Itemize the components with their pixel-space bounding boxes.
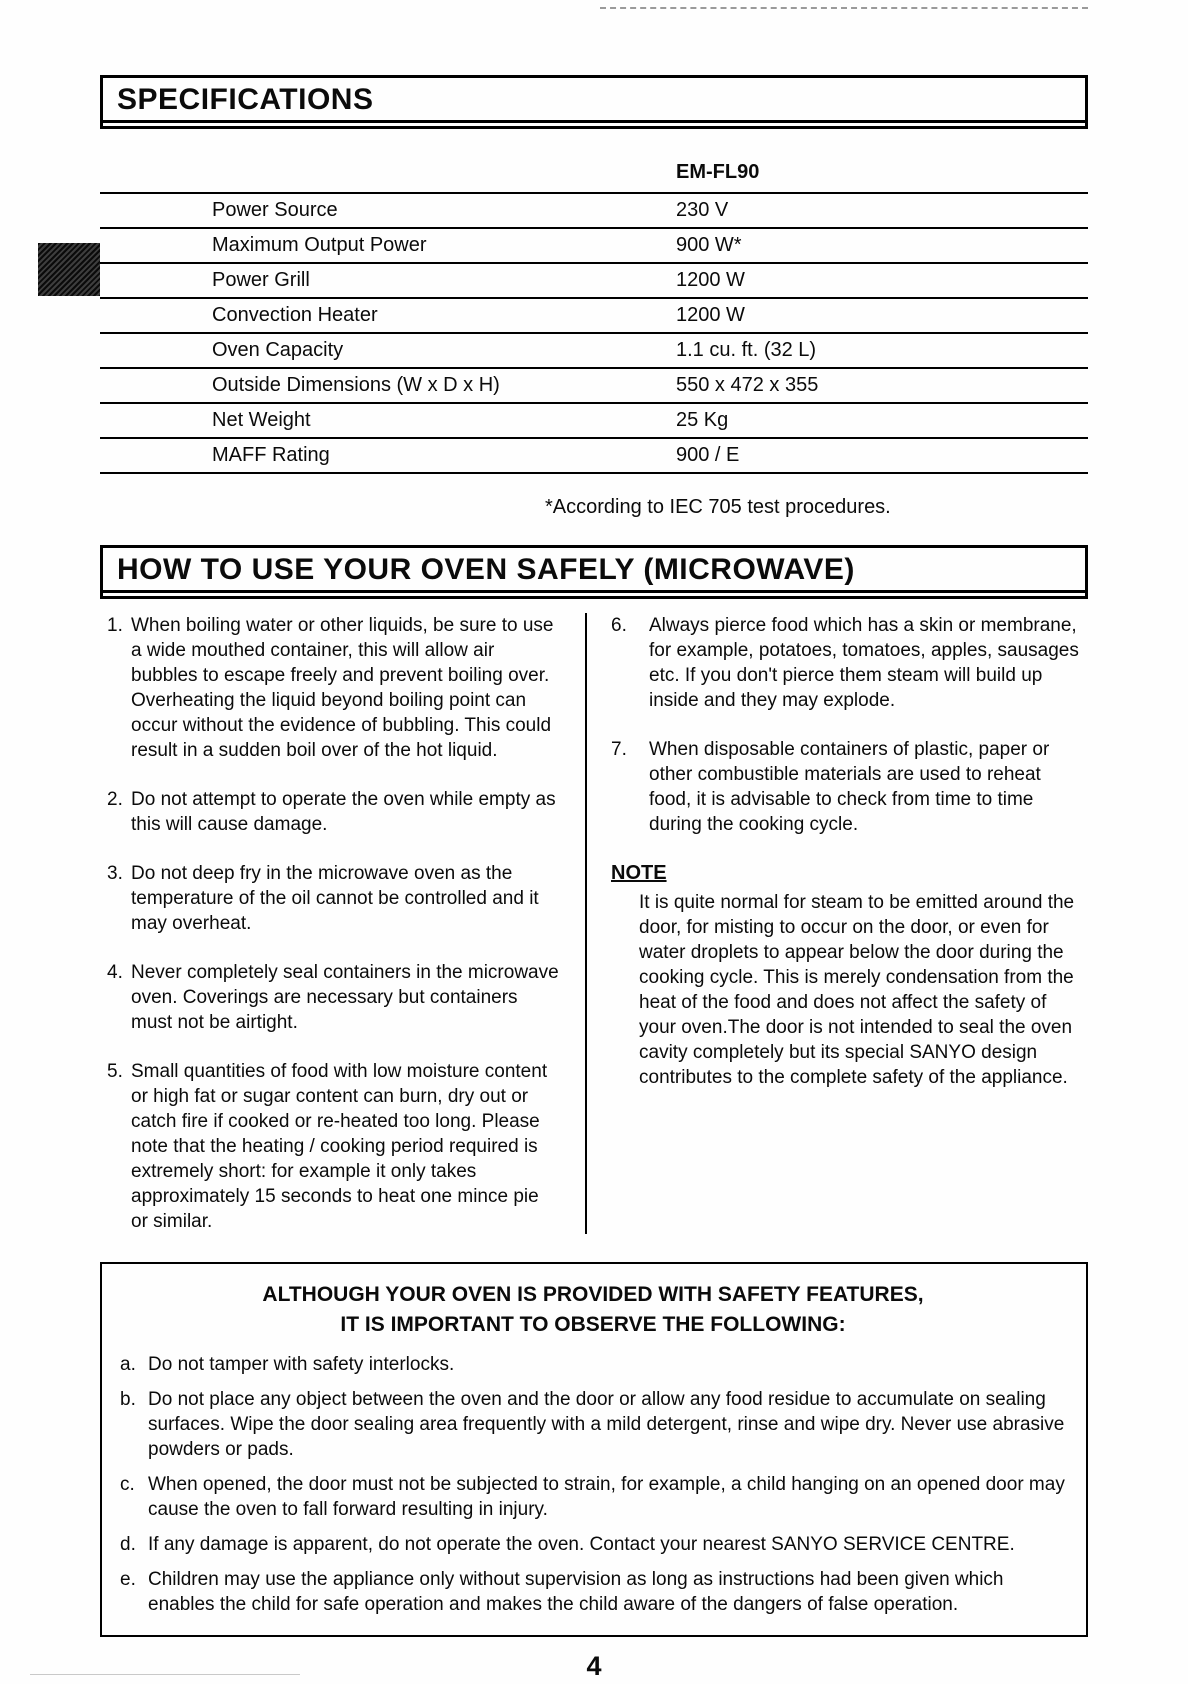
- item-number: 7.: [611, 739, 627, 760]
- spec-label: MAFF Rating: [212, 444, 330, 466]
- item-text: Always pierce food which has a skin or membrane, for example, potatoes, tomatoes, apples, sausages etc. If you don't pierce them steam will build up inside and they may explode.: [649, 615, 1079, 711]
- spec-label: Power Source: [212, 199, 338, 221]
- model-number: EM-FL90: [676, 161, 760, 183]
- safety-item: [107, 613, 560, 763]
- warning-item: [120, 1472, 1066, 1522]
- spec-row: [100, 437, 1088, 472]
- spec-row: [100, 367, 1088, 402]
- spec-label: Convection Heater: [212, 304, 378, 326]
- spec-value: 1.1 cu. ft. (32 L): [676, 339, 817, 361]
- item-text: Do not deep fry in the microwave oven as the temperature of the oil cannot be controlled and it may overheat.: [131, 863, 539, 934]
- warning-item: [120, 1387, 1066, 1462]
- page-content: [100, 0, 1088, 1682]
- item-number: 6.: [611, 615, 627, 636]
- spec-label: Outside Dimensions (W x D x H): [212, 374, 500, 396]
- safety-columns: [100, 613, 1088, 1234]
- spec-value: 900 / E: [676, 444, 740, 466]
- item-text: Children may use the appliance only without supervision as long as instructions had been given which enables the child for safe operation and makes the child aware of the dangers of false operation.: [148, 1569, 1004, 1615]
- specifications-title: SPECIFICATIONS: [103, 78, 1085, 123]
- item-letter: e.: [120, 1569, 136, 1590]
- spec-row: [100, 192, 1088, 227]
- note-label: NOTE: [611, 862, 667, 884]
- spec-row: [100, 332, 1088, 367]
- safety-item: [107, 960, 560, 1035]
- note-text: It is quite normal for steam to be emitted around the door, for misting to occur on the door, or even for water droplets to appear below the door during the cooking cycle. This is merely condensation from the heat of the food and does not affect the safety of your oven.The door is not intended to seal the oven cavity completely but its special SANYO design contributes to the complete safety of the appliance.: [639, 892, 1075, 1088]
- item-text: When boiling water or other liquids, be sure to use a wide mouthed container, this will allow air bubbles to escape freely and prevent boiling over. Overheating the liquid beyond boiling point can occur without the evidence of bubbling. This could result in a sudden boil over of the hot liquid.: [131, 615, 554, 761]
- item-letter: c.: [120, 1474, 135, 1495]
- item-number: 5.: [107, 1061, 123, 1082]
- warning-box: [100, 1262, 1088, 1637]
- spec-value: 1200 W: [676, 304, 745, 326]
- warning-heading: [120, 1280, 1066, 1340]
- safety-item: [611, 613, 1088, 713]
- item-text: Do not tamper with safety interlocks.: [148, 1354, 455, 1375]
- registration-mark: [38, 243, 100, 296]
- spec-value: 25 Kg: [676, 409, 729, 431]
- safety-item: [611, 737, 1088, 837]
- spec-value: 1200 W: [676, 269, 745, 291]
- spec-value: 230 V: [676, 199, 729, 221]
- spec-row: [100, 297, 1088, 332]
- item-text: When disposable containers of plastic, paper or other combustible materials are used to reheat food, it is advisable to check from time to time during the cooking cycle.: [649, 739, 1050, 835]
- item-letter: a.: [120, 1354, 136, 1375]
- specifications-table: [100, 161, 1088, 474]
- page-number: 4: [586, 1651, 602, 1681]
- item-text: If any damage is apparent, do not operate the oven. Contact your nearest SANYO SERVICE CENTRE.: [148, 1534, 1015, 1555]
- spec-label: Net Weight: [212, 409, 311, 431]
- spec-value: 550 x 472 x 355: [676, 374, 819, 396]
- safety-column-right: [587, 613, 1088, 1234]
- spec-row: [100, 402, 1088, 437]
- spec-label: Maximum Output Power: [212, 234, 427, 256]
- item-number: 2.: [107, 789, 123, 810]
- safety-item: [107, 1059, 560, 1234]
- spec-label: Power Grill: [212, 269, 310, 291]
- item-text: Never completely seal containers in the microwave oven. Coverings are necessary but containers must not be airtight.: [131, 962, 559, 1033]
- item-number: 3.: [107, 863, 123, 884]
- note-block: [611, 861, 1088, 1090]
- spec-value: 900 W*: [676, 234, 742, 256]
- warning-item: [120, 1532, 1066, 1557]
- item-text: Do not place any object between the oven and the door or allow any food residue to accumulate on sealing surfaces. Wipe the door sealing area frequently with a mild detergent, rinse and wipe dry. Never use abrasive powders or pads.: [148, 1389, 1065, 1460]
- spec-row: [100, 227, 1088, 262]
- warning-heading-line1: ALTHOUGH YOUR OVEN IS PROVIDED WITH SAFETY FEATURES,: [262, 1283, 924, 1306]
- safety-header-box: [100, 545, 1088, 599]
- item-number: 1.: [107, 615, 123, 636]
- item-number: 4.: [107, 962, 123, 983]
- warning-item: [120, 1567, 1066, 1617]
- item-text: When opened, the door must not be subjected to strain, for example, a child hanging on an opened door may cause the oven to fall forward resulting in injury.: [148, 1474, 1065, 1520]
- warning-heading-line2: IT IS IMPORTANT TO OBSERVE THE FOLLOWING:: [340, 1313, 846, 1336]
- spec-row: [100, 262, 1088, 297]
- warning-item: [120, 1352, 1066, 1377]
- item-text: Small quantities of food with low moisture content or high fat or sugar content can burn, dry out or catch fire if cooked or re-heated too long. Please note that the heating / cooking period required is extremely short: for example it only takes approximately 15 seconds to heat one mince pie or similar.: [131, 1061, 548, 1232]
- safety-column-left: [100, 613, 587, 1234]
- safety-item: [107, 787, 560, 837]
- item-letter: b.: [120, 1389, 136, 1410]
- specifications-header-box: [100, 75, 1088, 129]
- spec-label: Oven Capacity: [212, 339, 344, 361]
- safety-item: [107, 861, 560, 936]
- item-text: Do not attempt to operate the oven while empty as this will cause damage.: [131, 789, 556, 835]
- item-letter: d.: [120, 1534, 136, 1555]
- iec-footnote: *According to IEC 705 test procedures.: [545, 496, 891, 518]
- safety-title: HOW TO USE YOUR OVEN SAFELY (MICROWAVE): [103, 548, 1085, 593]
